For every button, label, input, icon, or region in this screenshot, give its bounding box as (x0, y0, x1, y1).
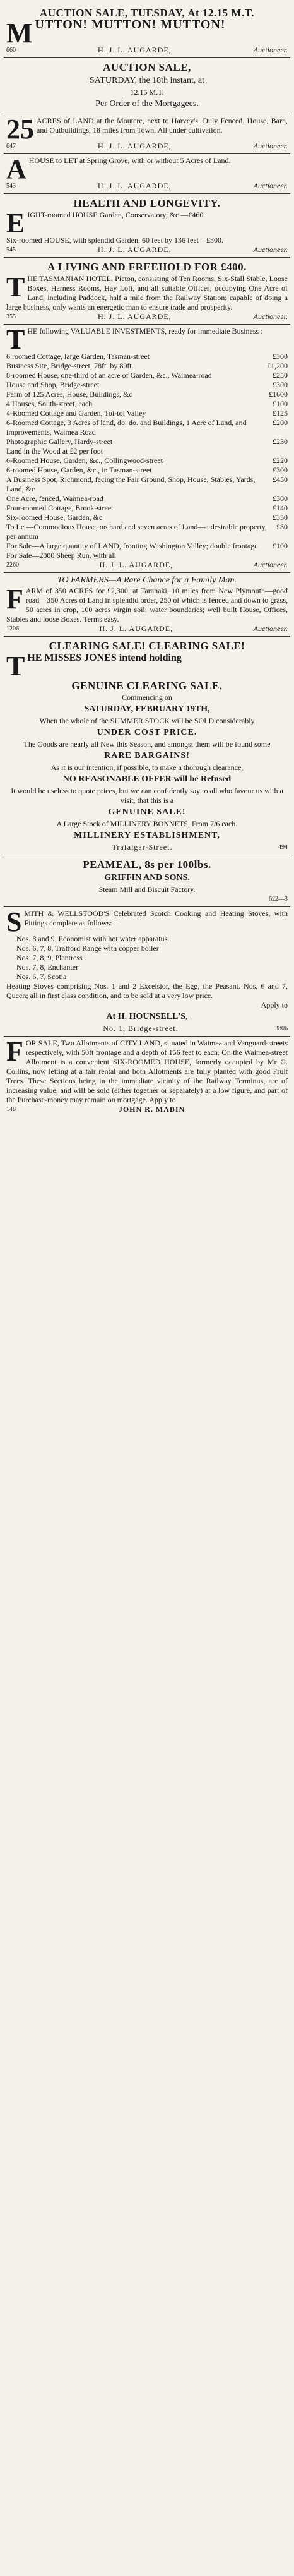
signature (6, 141, 288, 151)
investment-price: £80 (276, 522, 288, 531)
dropcap: E (6, 208, 25, 239)
investment-price: £220 (273, 456, 288, 465)
investment-label: 6-Roomed Cottage, 3 Acres of land, do. do. and Buildings, 1 Acre of Land, and improvements, Waimea Road (6, 418, 247, 436)
auctioneer-name: H. J. L. AUGARDE, (98, 45, 172, 54)
dropcap: 25 (6, 114, 34, 145)
investment-price (284, 551, 288, 560)
ad-number: 622—3 (269, 896, 288, 903)
ad-subheading: GENUINE CLEARING SALE, (71, 680, 223, 692)
stove-item: Nos. 7, 8, 9, Plantress (16, 953, 83, 962)
investment-price: £250 (273, 371, 288, 380)
investment-row (6, 371, 288, 380)
signature (6, 45, 288, 55)
ad-line: GENUINE SALE! (108, 807, 186, 817)
investment-label: 4 Houses, South-street, each (6, 399, 93, 408)
ad-body: HE following VALUABLE INVESTMENTS, ready for immediate Business : (27, 327, 263, 335)
auctioneer-title: Auctioneer. (253, 245, 288, 254)
signature (6, 624, 288, 634)
ad-line: RARE BARGAINS! (104, 751, 190, 761)
investment-label: Four-roomed Cottage, Brook-street (6, 503, 114, 512)
investment-price: £100 (273, 541, 288, 550)
investment-label: A Business Spot, Richmond, facing the Fair Ground, Shop, House, Stables, Yards, Land, &c (6, 475, 256, 493)
investment-row (6, 494, 288, 503)
ad-body: UTTON! MUTTON! MUTTON! (35, 18, 226, 32)
dropcap: S (6, 906, 22, 937)
ad-street: Trafalgar-Street. (112, 843, 173, 852)
auctioneer-name: H. J. L. AUGARDE, (98, 245, 172, 254)
ad-city-land (4, 1037, 290, 1117)
investment-row (6, 399, 288, 409)
ad-line: Steam Mill and Biscuit Factory. (98, 885, 196, 894)
ad-number: 660 (6, 47, 16, 54)
auctioneer-name: H. J. L. AUGARDE, (98, 141, 172, 150)
ad-stoves (4, 907, 290, 1037)
ad-number: 148 (6, 1106, 16, 1113)
investment-row (6, 418, 288, 437)
investment-label: Land in the Wood at £2 per foot (6, 447, 103, 455)
auctioneer-title: Auctioneer. (253, 312, 288, 321)
investment-row (6, 456, 288, 466)
ad-number: 545 (6, 246, 16, 253)
investment-row (6, 390, 288, 399)
ad-date: SATURDAY, FEBRUARY 19TH, (84, 704, 210, 714)
investment-price: £230 (273, 437, 288, 446)
investment-row (6, 447, 288, 456)
ad-mutton (4, 4, 290, 58)
auctioneer-name: H. J. L. AUGARDE, (99, 624, 173, 633)
investment-row (6, 522, 288, 541)
ad-living-freehold (4, 258, 290, 325)
investment-row (6, 475, 288, 494)
investment-row (6, 409, 288, 418)
ad-number: 2260 (6, 562, 19, 569)
ad-number: 543 (6, 183, 16, 190)
stove-list (6, 934, 288, 982)
investment-row (6, 352, 288, 361)
ad-line: MILLINERY ESTABLISHMENT, (74, 831, 220, 840)
investment-price: £450 (273, 475, 288, 484)
ad-subheading: At H. HOUNSELL'S, (106, 1012, 188, 1021)
auctioneer-name: H. J. L. AUGARDE, (98, 312, 172, 321)
ad-line: Commencing on (122, 693, 172, 702)
auctioneer-title: Auctioneer. (253, 560, 288, 569)
investment-price: £1,200 (267, 361, 288, 370)
auctioneer-title: Auctioneer. (253, 45, 288, 54)
investment-row (6, 541, 288, 551)
ad-body: Six-roomed HOUSE, with splendid Garden, 60 feet by 136 feet—£300. (6, 236, 223, 244)
investment-row (6, 503, 288, 513)
investment-price: £300 (273, 466, 288, 474)
investment-label: For Sale—A large quantity of LAND, fronting Washington Valley; double frontage (6, 541, 258, 550)
ad-heading: CLEARING SALE! CLEARING SALE! (49, 640, 245, 652)
ad-address: No. 1, Bridge-street. (103, 1024, 179, 1033)
signature (6, 560, 288, 570)
ad-line: Per Order of the Mortgagees. (95, 99, 199, 109)
ad-line: SATURDAY, the 18th instant, at (89, 76, 204, 85)
investment-label: One Acre, fenced, Waimea-road (6, 494, 103, 503)
ad-line: UNDER COST PRICE. (97, 728, 197, 737)
auctioneer-title: Auctioneer. (253, 181, 288, 190)
ad-clearing-sale (4, 637, 290, 855)
ad-line: The Goods are nearly all New this Season, and amongst them will be found some (23, 740, 271, 749)
ad-body: MITH & WELLSTOOD'S Celebrated Scotch Cooking and Heating Stoves, with Fittings complete as follows:— (24, 909, 288, 927)
ad-number: 647 (6, 143, 16, 150)
ad-body: HE MISSES JONES intend holding (27, 653, 182, 663)
dropcap: A (6, 153, 26, 184)
investment-label: 6-roomed House, Garden, &c., in Tasman-street (6, 466, 152, 474)
dropcap: M (6, 18, 33, 49)
signature (6, 843, 288, 852)
dropcap: F (6, 584, 23, 615)
investment-price: £125 (273, 409, 288, 418)
ad-subheading: GRIFFIN AND SONS. (104, 873, 190, 882)
investment-price: £300 (273, 380, 288, 389)
signature (6, 312, 288, 322)
auctioneer-name: H. J. L. AUGARDE, (99, 560, 173, 569)
dropcap: F (6, 1036, 23, 1067)
newspaper-column (4, 4, 290, 2566)
ad-number: 494 (278, 844, 288, 851)
auctioneer-title: Auctioneer. (253, 624, 288, 633)
ad-line: It would be useless to quote prices, but we can confidently say to all who favour us with a visit, that this is a (11, 786, 283, 805)
ad-line: As it is our intention, if possible, to make a thorough clearance, (50, 763, 244, 772)
ad-mortgagees (4, 58, 290, 114)
investment-row (6, 513, 288, 522)
ad-farmers (4, 573, 290, 637)
ad-number: 3806 (275, 1025, 288, 1032)
stove-item: Nos. 7, 8, Enchanter (16, 963, 78, 972)
investment-row (6, 361, 288, 371)
investment-price: £1600 (269, 390, 288, 399)
stove-item: Nos. 6, 7, Scotia (16, 972, 67, 981)
investment-price: £350 (273, 513, 288, 522)
investment-price: £300 (273, 494, 288, 503)
investment-price: £100 (273, 399, 288, 408)
auctioneer-title: Auctioneer. (253, 141, 288, 150)
ad-heading: TO FARMERS—A Rare Chance for a Family Man. (57, 575, 237, 585)
ad-heading: HEALTH AND LONGEVITY. (73, 197, 221, 209)
ad-body: HOUSE to LET at Spring Grove, with or without 5 Acres of Land. (28, 156, 231, 165)
ad-body: ACRES of LAND at the Moutere, next to Harvey's. Duly Fenced. House, Barn, and Outbuildings, 18 miles from Town. All under cultivation. (37, 116, 288, 135)
dropcap: T (6, 324, 25, 355)
investment-price: £140 (273, 503, 288, 512)
ad-line: NO REASONABLE OFFER will be Refused (62, 774, 232, 784)
signature (6, 1105, 288, 1114)
investment-row (6, 437, 288, 447)
investment-row (6, 466, 288, 475)
ad-line: A Large Stock of MILLINERY BONNETS, From 7/6 each. (56, 819, 238, 828)
investment-label: Photographic Gallery, Hardy-street (6, 437, 113, 446)
ad-number: 355 (6, 313, 16, 320)
ad-line: 12.15 M.T. (130, 88, 164, 97)
ad-body: ARM of 350 ACRES for £2,300, at Taranaki, 10 miles from New Plymouth—good road—350 Acres of Land in splendid order, 250 of which is fenced and down to grass, 50 acres in crop, 100 acres virgin soil; water boundaries; well built House, Offices, Stables and loose Boxes. Terms easy. (6, 586, 288, 623)
investment-label: 6-Roomed House, Garden, &c., Collingwood-street (6, 456, 163, 465)
ad-investments (4, 325, 290, 573)
advertiser-name: JOHN R. MABIN (118, 1105, 185, 1114)
ad-body: IGHT-roomed HOUSE Garden, Conservatory, &c —£460. (27, 210, 206, 219)
signature (6, 894, 288, 904)
dropcap: T (6, 651, 25, 682)
ad-body: Heating Stoves comprising Nos. 1 and 2 Excelsior, the Egg, the Peasant. Nos. 6 and 7, Queen; all in first class condition, and to be sold at a very low price. (6, 982, 288, 1000)
investment-label: For Sale—2000 Sheep Run, with all (6, 551, 116, 560)
investment-label: 6 roomed Cottage, large Garden, Tasman-street (6, 352, 150, 361)
ad-number: 1206 (6, 625, 19, 632)
ad-body: OR SALE, Two Allotments of CITY LAND, situated in Waimea and Vanguard-streets respectively, with 50ft frontage and a depth of 156 feet to each. On the Waimea-street Allotment is a convenient SIX-ROOMED HOUSE, formerly occupied by Mr G. Collins, now letting at a fair rental and both Allotments are fully planted with good Fruit Trees. These Sections being in the immediate vicinity of the Railway Terminus, are of increasing value, and will be sold (either together or separately) at a low figure, and part of the Purchase-money may remain on mortgage. Apply to (6, 1038, 288, 1104)
investment-label: To Let—Commodious House, orchard and seven acres of Land—a desirable property, per annum (6, 522, 267, 541)
investment-label: Business Site, Bridge-street, 78ft. by 80ft. (6, 361, 134, 370)
ad-heading: AUCTION SALE, (103, 61, 191, 73)
investment-row (6, 380, 288, 390)
investment-label: Six-roomed House, Garden, &c (6, 513, 103, 522)
ad-peameal (4, 855, 290, 907)
ad-body: HE TASMANIAN HOTEL, Picton, consisting of Ten Rooms, Six-Stall Stable, Loose Boxes, Harness Rooms, Hay Loft, and all suitable Offices, occupying One Acre of Land, including Paddock, half a mile from the Railway Station; capable of doing a large business, only wants an energetic man to ensure trade and prosperity. (6, 274, 288, 311)
stove-item: Nos. 8 and 9, Economist with hot water apparatus (16, 934, 168, 943)
investment-label: Farm of 125 Acres, House, Buildings, &c (6, 390, 132, 399)
investment-price (284, 447, 288, 456)
ad-land-25-acres (4, 114, 290, 154)
investment-price: £200 (273, 418, 288, 427)
ad-line: Apply to (261, 1001, 288, 1009)
ad-heading: PEAMEAL, 8s per 100lbs. (83, 858, 211, 870)
ad-house-spring-grove (4, 154, 290, 194)
investment-label: House and Shop, Bridge-street (6, 380, 100, 389)
stove-item: Nos. 6, 7, 8, Trafford Range with copper boiler (16, 944, 159, 953)
auctioneer-name: H. J. L. AUGARDE, (98, 181, 172, 190)
dropcap: T (6, 272, 25, 303)
investment-list (6, 352, 288, 560)
investment-price: £300 (273, 352, 288, 361)
investment-label: 8-roomed House, one-third of an acre of Garden, &c., Waimea-road (6, 371, 212, 380)
signature (6, 1024, 288, 1033)
ad-line: When the whole of the SUMMER STOCK will be SOLD considerably (39, 716, 255, 725)
investment-row (6, 551, 288, 560)
investment-label: 4-Roomed Cottage and Garden, Toi-toi Valley (6, 409, 146, 418)
ad-heading: A LIVING AND FREEHOLD FOR £400. (47, 261, 247, 273)
signature (6, 181, 288, 191)
ad-health-longevity (4, 194, 290, 258)
signature (6, 245, 288, 255)
ad-heading: AUCTION SALE, TUESDAY, At 12.15 M.T. (39, 7, 255, 19)
